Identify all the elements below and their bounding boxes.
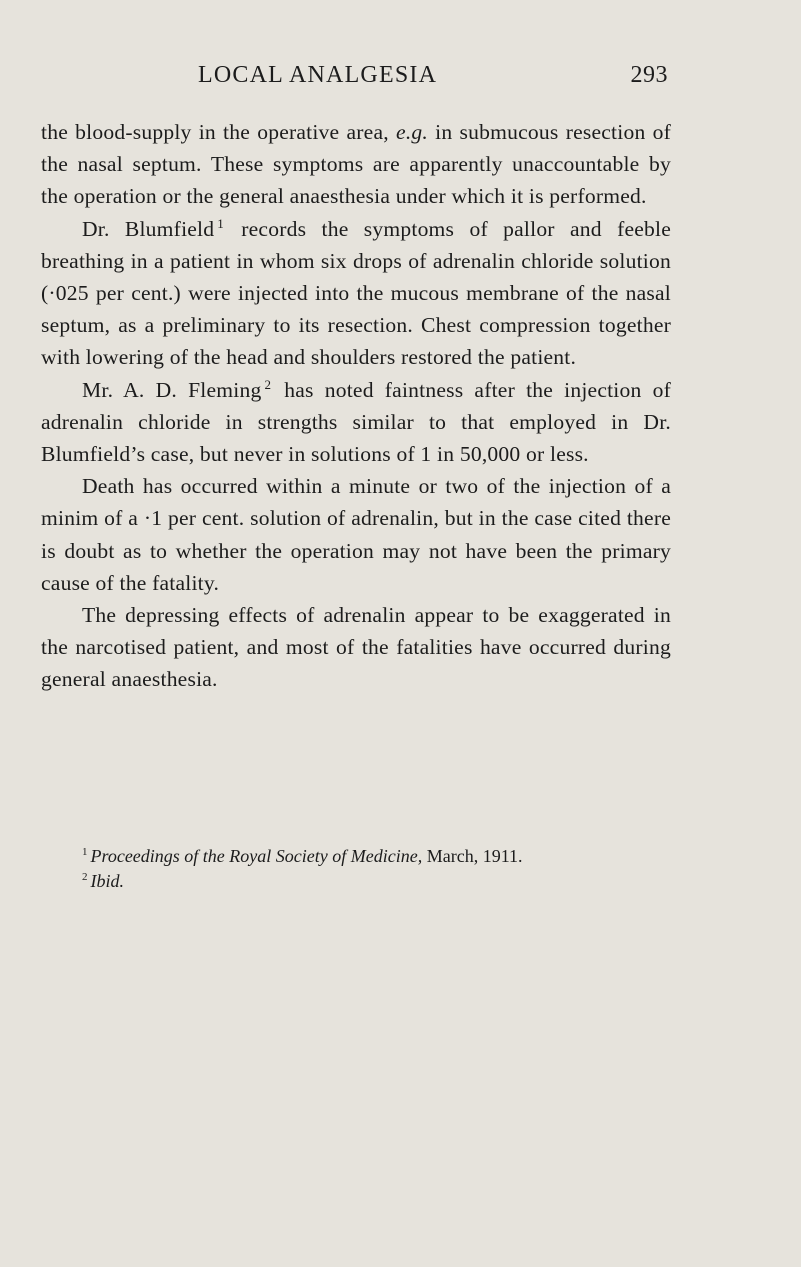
running-head — [198, 62, 668, 98]
paragraph-2-text: Dr. Blumfield — [82, 216, 215, 241]
footnote-2 — [82, 869, 682, 894]
paragraph-1-emphasis: e.g. — [396, 120, 429, 144]
paragraph-5 — [41, 599, 671, 696]
paragraph-1 — [41, 116, 671, 213]
paragraph-1-text-after: in submucous resection of the nasal septum. These symptoms are apparently unaccountable by the operation or the general anaesthesia under which it is performed. — [41, 120, 671, 209]
page-number: 293 — [630, 62, 668, 88]
paragraph-2 — [41, 213, 671, 374]
footnote-1-marker: 1 — [82, 846, 88, 858]
footnotes — [82, 844, 682, 894]
paragraph-3-text-after: has noted faintness after the injection of adrenalin chloride in strengths similar to that employed in Dr. Blumfield’s case, but never in solutions of 1 in 50,000 or less. — [41, 377, 671, 467]
body-text — [41, 116, 671, 696]
footnote-2-marker: 2 — [82, 871, 88, 883]
paragraph-1-text: the blood-supply in the operative area, — [41, 120, 397, 144]
footnote-1-title: Proceedings of the Royal Society of Medicine, — [90, 846, 423, 866]
footnote-ref-1: 1 — [217, 215, 224, 231]
paragraph-4 — [41, 470, 671, 599]
paragraph-2-text-after: records the symptoms of pallor and feeble breathing in a patient in whom six drops of adrenalin chloride solution (·025 per cent.) were injected into the mucous membrane of the nasal septum, as a preliminary to its resection. Chest compression together with lowering of the head and shoulders restored the patient. — [41, 216, 672, 370]
paragraph-5-text: The depressing effects of adrenalin appear to be exaggerated in the narcotised patient, and most of the fatalities have occurred during general anaesthesia. — [41, 603, 671, 692]
paragraph-3-text: Mr. A. D. Fleming — [82, 377, 262, 402]
paragraph-4-text: Death has occurred within a minute or two of the injection of a minim of a ·1 per cent. solution of adrenalin, but in the case cited there is doubt as to whether the operation may not have been the primary cause of the fatality. — [41, 474, 671, 595]
paragraph-3 — [41, 374, 671, 471]
footnote-ref-2: 2 — [264, 376, 272, 392]
running-title: LOCAL ANALGESIA — [198, 62, 438, 88]
footnote-1-rest: March, 1911. — [422, 846, 523, 866]
footnote-2-title: Ibid. — [90, 871, 124, 891]
footnote-1 — [82, 844, 682, 869]
